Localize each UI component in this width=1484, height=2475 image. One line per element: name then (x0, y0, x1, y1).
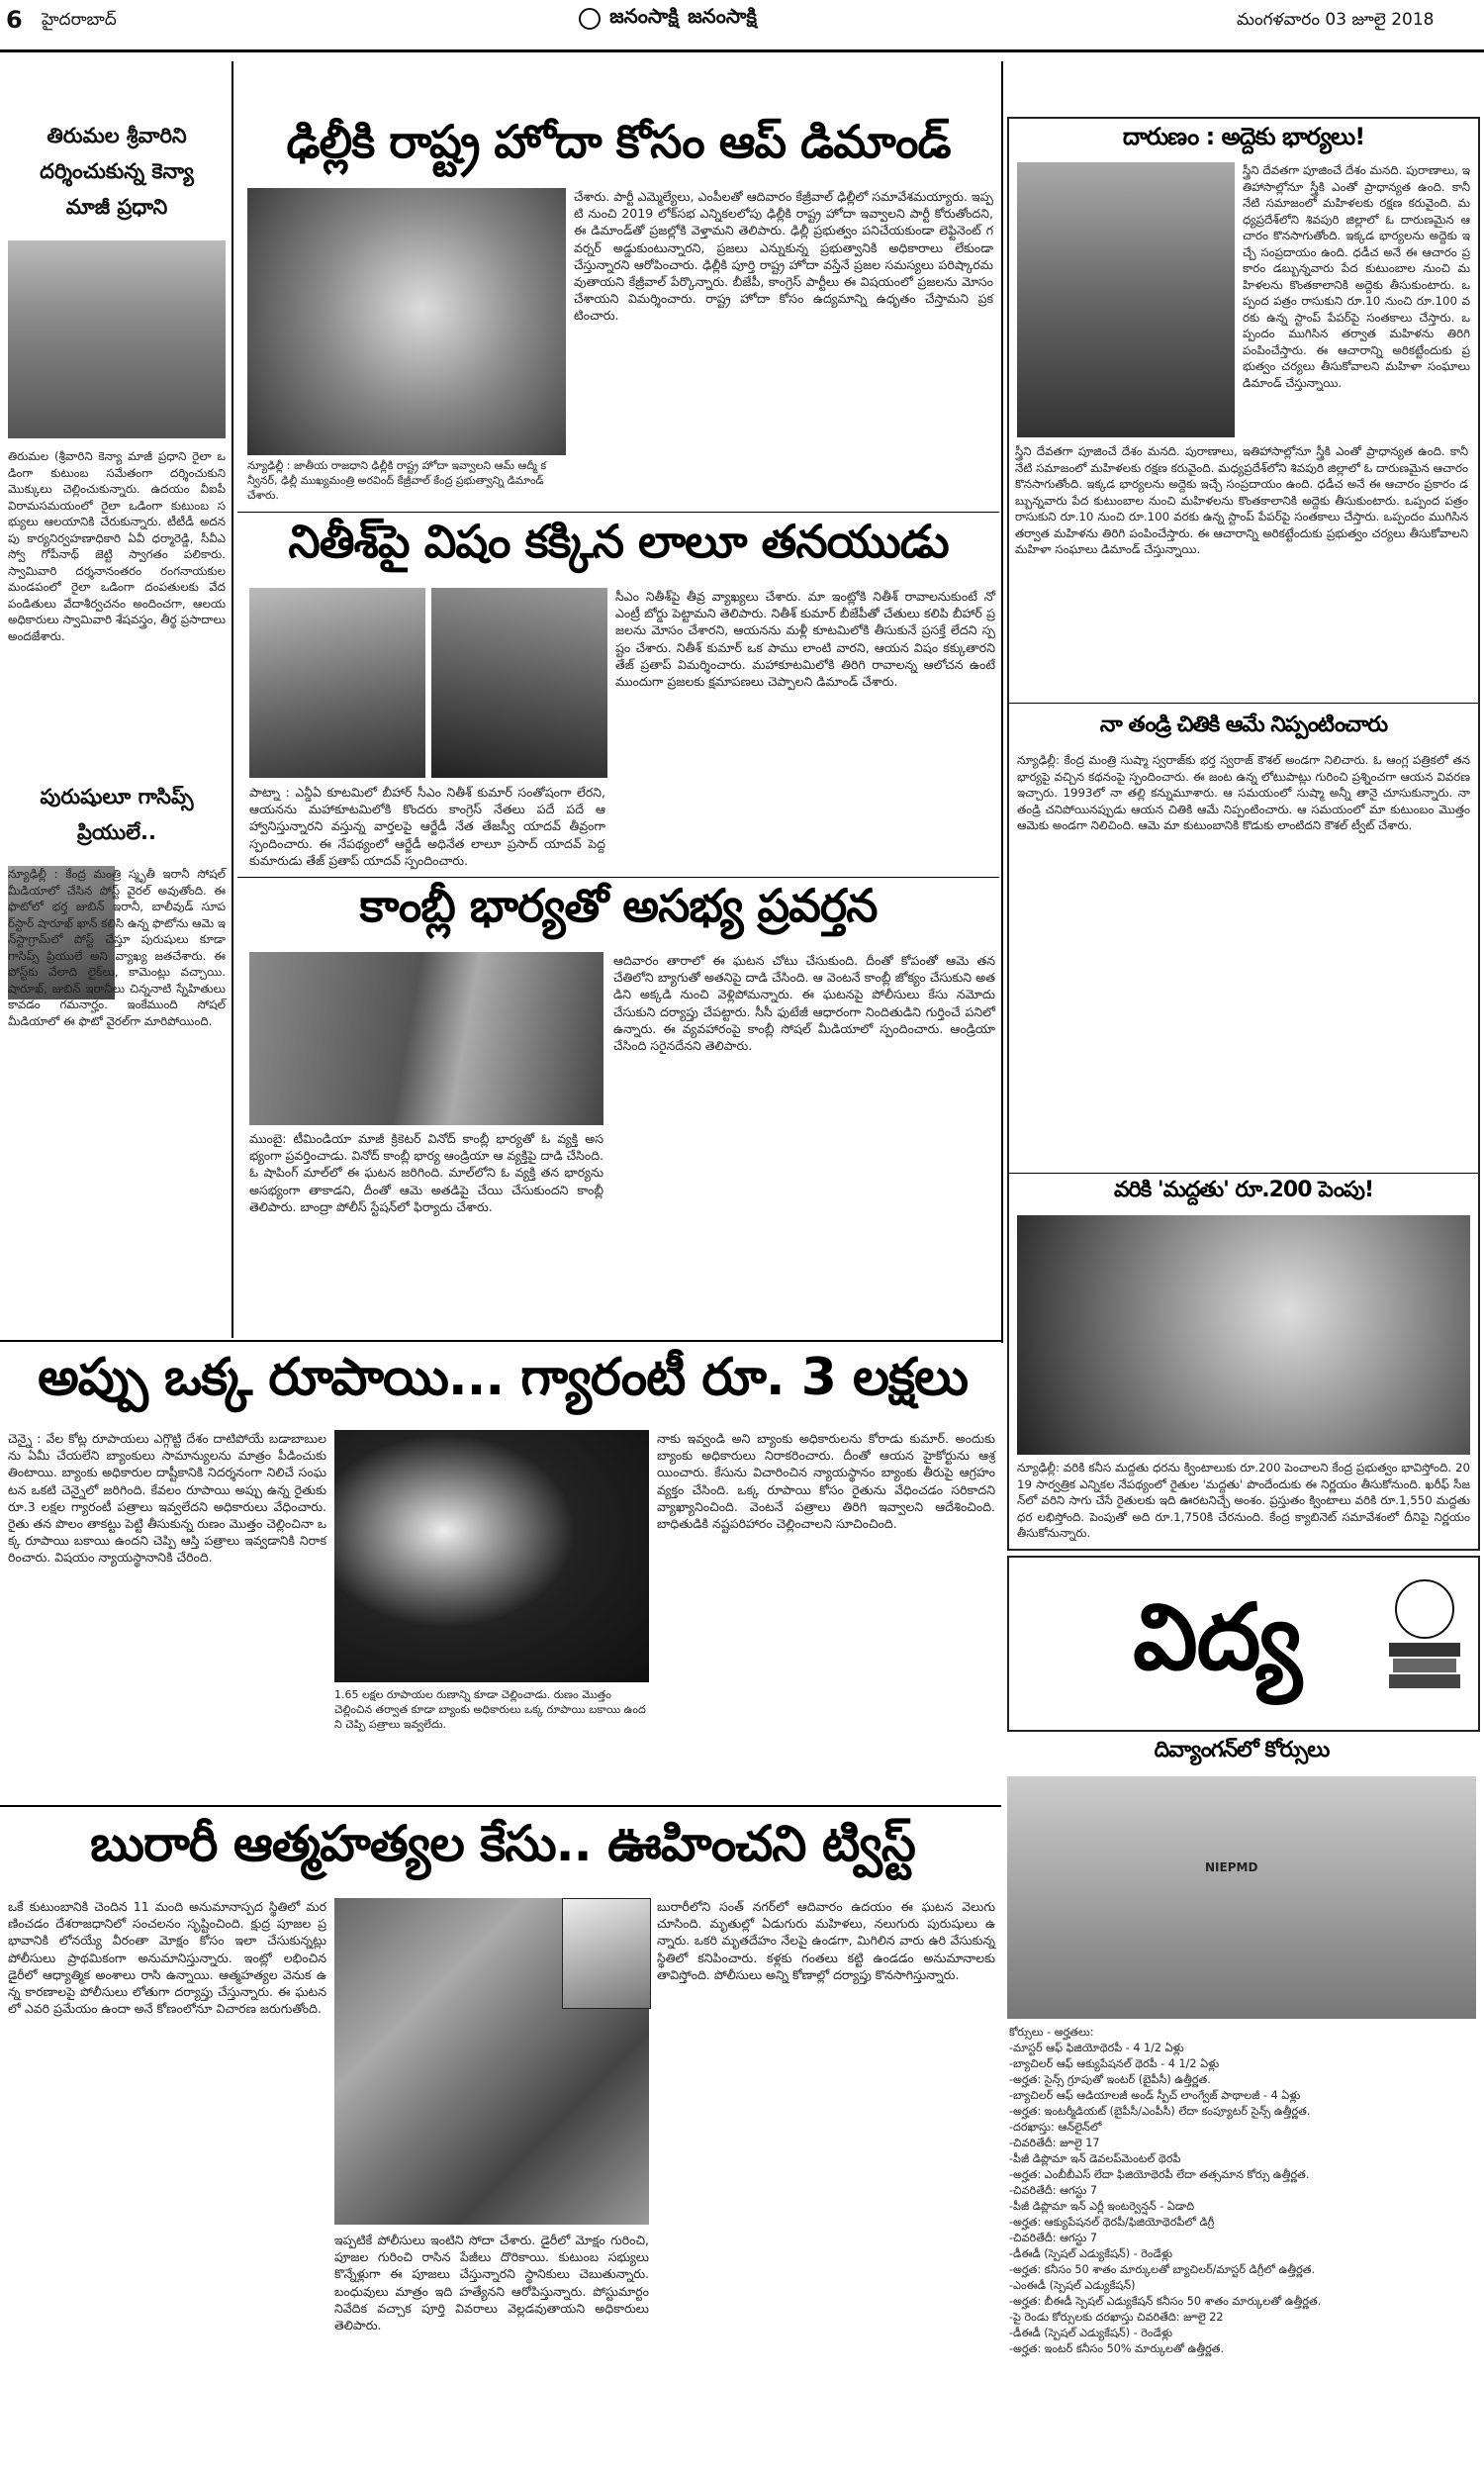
burari-body-mid: ఇప్పటికే పోలీసులు ఇంటిని సోదా చేశారు. డైరీలో మోక్షం గురించి, పూజల గురించి రాసిన పేజీలు దొరికాయి. కుటుంబ సభ్యులు కొన్నేళ్లుగా ఈ పూజలు చేస్తున్నారని స్థానికులు చెబుతున్నారు. బంధువులు మాత్రం ఇది హత్యేనని ఆరోపిస్తున్నారు. పోస్టుమార్టం నివేదిక వచ్చాక పూర్తి వివరాలు వెల్లడవుతాయని అధికారులు తెలిపారు. (334, 2233, 653, 2333)
kambli-body-right: ఆదివారం తారాలో ఈ ఘటన చోటు చేసుకుంది. దీంతో కోపంతో ఆమె తన చేతిలోని బ్యాగుతో అతనిపై దాడి చేసింది. ఆ వెంటనే కాంబ్లీ జోక్యం చేసుకుని అతడిని అక్కడి నుంచి వెళ్లిపోమన్నారు. ఈ ఘటనపై పోలీసులు కేసు నమోదు చేసుకుని దర్యాప్తు చేపట్టారు. సీసీ ఫుటేజీ ఆధారంగా నిందితుడిని గుర్తించే పనిలో ఉన్నారు. ఈ వ్యవహారంపై కాంబ్లీ సోషల్ మీడియాలో స్పందించారు. ఆండ్రియా చేసింది సరైనదేనని తెలిపారు. (613, 953, 999, 1054)
daarunam-headline: దారుణం : అద్దెకు భార్యలు! (1122, 123, 1365, 150)
nitish-body-right: సీఎం నితీశ్‌పై తీవ్ర వ్యాఖ్యలు చేశారు. మా ఇంట్లోకి నితీశ్ రావాలనుకుంటే నో ఎంట్రీ బోర్డు పెట్టామని తెలిపారు. నితీశ్ కుమార్ బీజేపీతో చేతులు కలిపి బీహార్ ప్రజలను మోసం చేశారని, ఆయనను మళ్లీ కూటమిలోకి తీసుకునే ప్రసక్తే లేదని స్పష్టం చేశారు. నితీశ్‌ కుమార్ ఒక పాము లాంటి వారని, ఆయన విషం కక్కుతారని తేజ్ ప్రతాప్ విమర్శించారు. మహాకూటమిలోకి తిరిగి రావాలన్న ఆలోచన ఉంటే ముందుగా ప్రజలకు క్షమాపణలు చెప్పాలని డిమాండ్ చేశారు. (615, 589, 999, 690)
vidya-headline: దివ్యాంగన్‌లో కోర్సులు (1154, 1738, 1330, 1762)
tirumala-title-2: దర్శించుకున్న కెన్యా (40, 159, 194, 183)
mid-section-rule (0, 1340, 1001, 1342)
vidya-box (1007, 1556, 1480, 1732)
daarunam-body: స్త్రీని దేవతగా పూజించే దేశం మనది. పురాణాలు, ఇతిహాసాల్లోనూ స్త్రీకి ఎంతో ప్రాధాన్యత ఉంది. కానీ నేటి సమాజంలో మహిళలకు రక్షణ కరువైంది. మధ్యప్రదేశ్‌లోని శివపురి జిల్లాలో ఓ దారుణమైన ఆచారం కొనసాగుతోంది. ఇక్కడ భార్యలను అద్దెకు ఇచ్చే సంప్రదాయం ఉంది. ధడీచ అనే ఈ ఆచారం ప్రకారం డబ్బున్నవారు పేద కుటుంబాల నుంచి మహిళలను కొంతకాలానికి అద్దెకు తీసుకుంటారు. ఒప్పంద పత్రం రాసుకుని రూ.10 నుంచి రూ.100 వరకు ఉన్న స్టాంప్ పేపర్‌పై సంతకాలు చేస్తారు. ఒప్పందం ముగిసిన తర్వాత మహిళను తిరిగి పంపించేస్తారు. ఈ ఆచారాన్ని అరికట్టేందుకు ప్రభుత్వం చర్యలు తీసుకోవాలని మహిళా సంఘాలు డిమాండ్ చేస్తున్నాయి. (1243, 163, 1474, 390)
appu-body-right: నాకు ఇవ్వండి అని బ్యాంకు అధికారులను కోరాడు కుమార్. అందుకు బ్యాంకు అధికారులు నిరాకరించారు. దీంతో ఆయన హైకోర్టును ఆశ్రయించారు. కేసును విచారించిన న్యాయస్థానం బ్యాంకు తీరుపై ఆగ్రహం వ్యక్తం చేసింది. ఒక్క రూపాయి కోసం రైతును వేధించడం సరికాదని వ్యాఖ్యానించింది. వెంటనే పత్రాలు తిరిగి ఇవ్వాలని ఆదేశించింది. బాధితుడికి నష్టపరిహారం చెల్లించాలని సూచించింది. (657, 1431, 999, 1532)
left-col-divider (232, 61, 233, 1338)
kambli-headline: కాంబ్లీ భార్యతో అసభ్య ప్రవర్తన (359, 879, 878, 932)
coin-photo (334, 1430, 649, 1682)
mid-col-divider (1001, 61, 1003, 1343)
tirumala-body: తిరుమల (శ్రీవారిని కెన్యా మాజీ ప్రధాని రైలా ఒడింగా కుటుంబ సమేతంగా దర్శించుకుని మొక్కులు చెల్లించుకున్నారు. ఉదయం వీఐపీ విరామసమయంలో రైలా ఒడింగా కుటుంబ సభ్యులు ఆలయానికి చేరుకున్నారు. టీటీడీ అదనపు కార్యనిర్వహణాధికారి ఏవీ ధర్మారెడ్డి, సీవీఎస్వో గోపీనాథ్ జెట్టి స్వాగతం పలికారు. స్వామివారి దర్శనానంతరం రంగనాయకుల మండపంలో రైలా ఒడింగా దంపతులకు వేదపండితులు వేదాశీర్వచనం అందించగా, ఆలయ అధికారులు స్వామివారి శేషవస్త్రం, తీర్థ ప్రసాదాలు అందజేశారు. (8, 449, 230, 643)
purushulu-title-1: పురుషులూ గాసిప్స్ (40, 785, 194, 809)
naa-tandri-body: న్యూఢిల్లీ: కేంద్ర మంత్రి సుష్మా స్వరాజ్‌కు భర్త స్వరాజ్ కౌశల్ అండగా నిలిచారు. ఓ ఆంగ్ల పత్రికలో తన భార్యపై వచ్చిన కథనంపై స్పందించారు. ఈ జంట ఉన్న లోటుపాట్లు గురించి ప్రశ్నించగా ఆయన వివరణ ఇచ్చారు. 1993లో నా తల్లి కన్నుమూశారు. ఆ సమయంలో సుష్మా అన్నీ తానై చూసుకున్నారు. నా తండ్రి చనిపోయినప్పుడు ఆయన చితికి ఆమే నిప్పంటించారు. ఆ సమయంలో మా కుటుంబం మొత్తం ఆమెకు అండగా నిలిచింది. ఆమె మా కుటుంబానికి కొడుకు లాంటిదని కౌశల్ ట్వీట్ చేశారు. (1017, 753, 1474, 832)
delhi-body: చేశారు. పార్టీ ఎమ్మెల్యేలు, ఎంపీలతో ఆదివారం కేజ్రీవాల్ ఢిల్లీలో సమావేశమయ్యారు. ఇప్పటి నుంచి 2019 లోక్‌సభ ఎన్నికలలోపు ఢిల్లీకి రాష్ట్ర హోదా ఇవ్వాలని పార్టీ కోరుతోందని, ఈ డిమాండ్‌తో ప్రజల్లోకి వెళ్తామని తెలిపారు. ఢిల్లీ ప్రభుత్వం పనిచేయకుండా లెఫ్టినెంట్ గవర్నర్ అడ్డుకుంటున్నారని, ప్రజలు ఎన్నుకున్న ప్రభుత్వానికి అధికారాలు లేకుండా చేస్తున్నారని ఆరోపించారు. ఢిల్లీకి పూర్తి రాష్ట్ర హోదా వస్తేనే ప్రజల సమస్యలు పరిష్కారమవుతాయని కేజ్రీవాల్ పేర్కొన్నారు. బీజేపీ, కాంగ్రెస్ పార్టీలు ఈ విషయంలో ప్రజలను మోసం చేశాయని విమర్శించారు. రాష్ట్ర హోదా కోసం ఉద్యమాన్ని ఉధృతం చేస్తామని ప్రకటించారు. (574, 189, 997, 324)
masthead-title: జనంసాక్షి (609, 4, 679, 28)
page-header (0, 0, 1484, 51)
nitish-photo (249, 588, 425, 778)
header-rule (0, 49, 1484, 52)
tejpratap-photo (431, 588, 607, 778)
burari-inset-photo (562, 1898, 651, 2009)
naa-tandri-rule (1009, 703, 1478, 704)
tirumala-title-1: తిరుమల శ్రీవారిని (46, 124, 187, 147)
appu-headline: అప్పు ఒక్క రూపాయి... గ్యారంటీ రూ. 3 లక్షలు (38, 1348, 968, 1407)
delhi-bottom-rule (237, 512, 999, 513)
date-label: మంగళవారం 03 జూలై 2018 (1237, 10, 1435, 30)
nitish-body-left: పాట్నా : ఎన్డీఏ కూటమిలో బీహార్ సీఎం నితీశ్ కుమార్ సంతోషంగా లేరని, ఆయనను మహాకూటమిలోకి కొందరు కాంగ్రెస్ నేతలు పదే పదే ఆహ్వానిస్తున్నారని వస్తున్న వార్తలపై ఆర్జేడీ నేత తేజస్వీ యాదవ్ తీవ్రంగా స్పందించారు. ఈ నేపథ్యంలో ఆర్జేడీ అధినేత లాలూ ప్రసాద్ యాదవ్ పెద్ద కుమారుడు తేజ్ ప్రతాప్ యాదవ్ స్పందించారు. (249, 785, 609, 868)
daarunam-photo (1017, 162, 1235, 437)
kejriwal-photo (247, 188, 566, 455)
niepmd-building-photo (1007, 1776, 1476, 2019)
appu-body-left: చెన్నై : వేల కోట్ల రూపాయలు ఎగ్గొట్టి దేశం దాటిపోయే బడాబాబులను ఏమీ చేయలేని బ్యాంకులు సామాన్యులను మాత్రం పీడించుకు తింటాయి. బ్యాంకు అధికారుల దాష్టీకానికి నిదర్శనంగా నిలిచే సంఘటన ఒకటి చెన్నైలో జరిగింది. కేవలం రూపాయి అప్పు ఉన్న రైతుకు రూ.3 లక్షల గ్యారంటీ పత్రాలు ఇవ్వలేదని అధికారులు వేధించారు. రైతు తన పొలం తాకట్టు పెట్టి తీసుకున్న రుణం మొత్తం చెల్లించినా ఒక్క రూపాయి బకాయి ఉందని చెప్పి ఆస్తి పత్రాలు ఇవ్వడానికి నిరాకరించారు. విషయం న్యాయస్థానానికి చేరింది. (8, 1431, 330, 1566)
kambli-body-left: ముంబై: టీమిండియా మాజీ క్రికెటర్ వినోద్ కాంబ్లీ భార్యతో ఓ వ్యక్తి అసభ్యంగా ప్రవర్తించాడు. వినోద్ కాంబ్లీ భార్య ఆండ్రియా ఆ వ్యక్తిపై దాడి చేసింది. ఓ షాపింగ్ మాల్‌లో ఈ ఘటన జరిగింది. మాల్‌లోని ఓ వ్యక్తి తన భార్యను అసభ్యంగా తాకాడని, దీంతో ఆమె అతడిపై చేయి చేసుకుందని కాంబ్లీ తెలిపారు. బాంద్రా పోలీస్ స్టేషన్‌లో ఫిర్యాదు చేశారు. (249, 1131, 607, 1214)
burari-headline: బురారీ ఆత్మహత్యల కేసు.. ఊహించని ట్విస్ట్ (90, 1815, 915, 1872)
building-sign: NIEPMD (1205, 1860, 1258, 1874)
varikimaddatu-body: న్యూఢిల్లీ: వరికి కనీస మద్దతు ధరను క్వింటాలుకు రూ.200 పెంచాలని కేంద్ర ప్రభుత్వం భావిస్తోంది. 2019 సార్వత్రిక ఎన్నికల నేపథ్యంలో రైతుల 'మద్దతు' పొందేందుకు ఈ నిర్ణయం తీసుకోనుంది. ఖరీఫ్ సీజన్‌లో వరిని సాగు చేసే రైతులకు ఇది ఊరటనిచ్చే అంశం. ప్రస్తుతం క్వింటాలు వరికి రూ.1,550 మద్దతు ధర లభిస్తోంది. పెంపుతో అది రూ.1,750కి చేరనుంది. కేంద్ర క్యాబినెట్ సమావేశంలో దీనిపై నిర్ణయం తీసుకోనున్నారు. (1017, 1461, 1474, 1540)
daarunam-body-continued: స్త్రీని దేవతగా పూజించే దేశం మనది. పురాణాలు, ఇతిహాసాల్లోనూ స్త్రీకి ఎంతో ప్రాధాన్యత ఉంది. కానీ నేటి సమాజంలో మహిళలకు రక్షణ కరువైంది. మధ్యప్రదేశ్‌లోని శివపురి జిల్లాలో ఓ దారుణమైన ఆచారం కొనసాగుతోంది. ఇక్కడ భార్యలను అద్దెకు ఇచ్చే సంప్రదాయం ఉంది. ధడీచ అనే ఈ ఆచారం ప్రకారం డబ్బున్నవారు పేద కుటుంబాల నుంచి మహిళలను కొంతకాలానికి అద్దెకు తీసుకుంటారు. ఒప్పంద పత్రం రాసుకుని రూ.10 నుంచి రూ.100 వరకు ఉన్న స్టాంప్ పేపర్‌పై సంతకాలు చేస్తారు. ఒప్పందం ముగిసిన తర్వాత మహిళను తిరిగి పంపించేస్తారు. ఈ ఆచారాన్ని అరికట్టేందుకు ప్రభుత్వం చర్యలు తీసుకోవాలని మహిళా సంఘాలు డిమాండ్ చేస్తున్నాయి. (1015, 444, 1472, 556)
purushulu-article (8, 785, 230, 1334)
delhi-headline: ఢిల్లీకి రాష్ట్ర హోదా కోసం ఆప్ డిమాండ్ (286, 115, 951, 168)
delhi-caption: న్యూఢిల్లీ : జాతీయ రాజధాని ఢిల్లీకి రాష్ట్ర హోదా ఇవ్వాలని ఆమ్ ఆద్మీ కన్వీనర్, ఢిల్లీ ముఖ్యమంత్రి అరవింద్ కేజ్రీవాల్ కేంద్ర ప్రభుత్వాన్ని డిమాండ్ చేశారు. (247, 459, 548, 502)
daarunam-box (1007, 117, 1480, 1551)
masthead-title-2: జనంసాక్షి (688, 4, 757, 28)
masthead (579, 4, 915, 40)
burari-body-left: ఒకే కుటుంబానికి చెందిన 11 మంది అనుమానాస్పద స్థితిలో మరణించడం దేశరాజధానిలో సంచలనం సృష్టించింది. క్షుద్ర పూజల ప్రభావానికి లోనయ్యే వీరంతా మోక్షం కోసం ఇలా చేసుకున్నట్లు పోలీసులు ప్రాథమికంగా అనుమానిస్తున్నారు. ఇంట్లో లభించిన డైరీలో ఆధ్యాత్మిక అంశాలు రాసి ఉన్నాయి. ఆత్మహత్యల వెనుక ఉన్న కారణాలపై పోలీసులు లోతుగా దర్యాప్తు చేస్తున్నారు. ఈ ఘటనలో ఎవరి ప్రమేయం ఉందా అనే కోణంలోనూ విచారణ జరుగుతోంది. (8, 1899, 330, 2017)
appu-caption: 1.65 లక్షల రూపాయల రుణాన్ని కూడా చెల్లించాడు. రుణం మొత్తం చెల్లించిన తర్వాత కూడా బ్యాంకు అధికారులు ఒక్క రూపాయి బకాయి ఉందని చెప్పి పత్రాలు ఇవ్వలేదు. (334, 1688, 646, 1731)
nitish-bottom-rule (237, 877, 999, 878)
tirumala-photo (8, 240, 226, 438)
books-icon (1389, 1579, 1460, 1698)
news-logo-icon (579, 8, 601, 30)
purushulu-body: న్యూఢిల్లీ : కేంద్ర మంత్రి స్మృతీ ఇరానీ సోషల్ మీడియాలో చేసిన పోస్ట్ వైరల్ అవుతోంది. ఈ ఫొటోలో భర్త జుబిన్ ఇరానీ, బాలీవుడ్ సూపర్‌స్టార్ షారూఖ్ ఖాన్ కలిసి ఉన్న ఫొటోను ఆమె ఇన్‌స్టాగ్రామ్‌లో పోస్ట్ చేస్తూ పురుషులు కూడా గాసిప్స్ ప్రియులే అని వ్యాఖ్య జతచేశారు. ఈ పోస్ట్‌కు వేలాది లైక్‌లు, కామెంట్లు వచ్చాయి. షారూఖ్, జుబిన్ ఇరానీలు చిన్ననాటి స్నేహితులు కావడం గమనార్హం. ఇంకేముంది సోషల్ మీడియాలో ఈ ఫొటో వైరల్‌గా మారిపోయింది. (8, 867, 230, 1028)
vidya-body: కోర్సులు - అర్హతలు: -మాస్టర్ ఆఫ్ ఫిజియోథెరపీ - 4 1/2 ఏళ్లు -బ్యాచిలర్ ఆఫ్ ఆక్యుపేషనల్ థెరపీ - 4 1/2 ఏళ్లు -అర్హత: సైన్స్ గ్రూపుతో ఇంటర్ (బైపీసీ) ఉత్తీర్ణత. -బ్యాచిలర్ ఆఫ్ ఆడియాలజీ అండ్ స్పీచ్ లాంగ్వేజ్ పాథాలజీ - 4 ఏళ్లు -అర్హత: ఇంటర్మీడియట్ (బైపీసీ/ఎంపీసీ) లేదా కంప్యూటర్ సైన్స్ ఉత్తీర్ణత. -దరఖాస్తు: ఆన్‌లైన్‌లో -చివరితేదీ: జూలై 17 -పీజీ డిప్లొమా ఇన్ డెవలప్‌మెంటల్ థెరపీ -అర్హత: ఎంబీబీఎస్ లేదా ఫిజియోథెరపీ లేదా తత్సమాన కోర్సు ఉత్తీర్ణత. -చివరితేదీ: ఆగస్టు 7 -పీజీ డిప్లొమా ఇన్ ఎర్లీ ఇంటర్వెన్షన్ - ఏడాది -అర్హత: ఆక్యుపేషనల్ థెరపీ/ఫిజియోథెరపీలో డిగ్రీ -చివరితేదీ: ఆగస్టు 7 -డీఈడీ (స్పెషల్ ఎడ్యుకేషన్) - రెండేళ్లు -అర్హత: కనీసం 50 శాతం మార్కులతో బ్యాచిలర్/మాస్టర్ డిగ్రీలో ఉత్తీర్ణత. -ఎంఈడీ (స్పెషల్ ఎడ్యుకేషన్) -అర్హత: బీఈడీ స్పెషల్ ఎడ్యుకేషన్ కనీసం 50 శాతం మార్కులతో ఉత్తీర్ణత. -పై రెండు కోర్సులకు దరఖాస్తు చివరితేది: జూలై 22 -డీఈడీ (స్పెషల్ ఎడ్యుకేషన్) - రెండేళ్లు -అర్హత: ఇంటర్ కనీసం 50% మార్కులతో ఉత్తీర్ణత. (1009, 2026, 1322, 2355)
paddy-photo (1017, 1215, 1470, 1455)
page-number: 6 (6, 6, 23, 34)
nitish-headline: నితీశ్‌పై విషం కక్కిన లాలూ తనయుడు (288, 515, 949, 568)
purushulu-title-2: ప్రియులే.. (76, 820, 157, 844)
kambli-photo (249, 952, 603, 1125)
varikimaddatu-headline: వరికి 'మద్దతు' రూ.200 పెంపు! (1114, 1178, 1373, 1202)
tirumala-title-3: మాజీ ప్రధాని (65, 195, 168, 219)
tirumala-article (8, 124, 230, 777)
burari-body-right: బురారీలోని సంత్ నగర్‌లో ఆదివారం ఉదయం ఈ ఘటన వెలుగు చూసింది. మృతుల్లో ఏడుగురు మహిళలు, నలుగురు పురుషులు ఉన్నారు. ఒకరి మృతదేహం నేలపై ఉండగా, మిగిలిన వారు ఉరి వేసుకున్న స్థితిలో కనిపించారు. కళ్లకు గంతలు కట్టి ఉండడం అనుమానాలకు తావిస్తోంది. పోలీసులు అన్ని కోణాల్లో దర్యాప్తు కొనసాగిస్తున్నారు. (657, 1899, 999, 1982)
appu-bottom-rule (0, 1805, 1001, 1807)
city-label: హైదరాబాద్ (42, 10, 117, 30)
naa-tandri-headline: నా తండ్రి చితికి ఆమే నిప్పంటించారు (1099, 713, 1388, 737)
vidya-logo: విద్య (1133, 1584, 1301, 1690)
varikimaddatu-rule (1009, 1173, 1478, 1174)
